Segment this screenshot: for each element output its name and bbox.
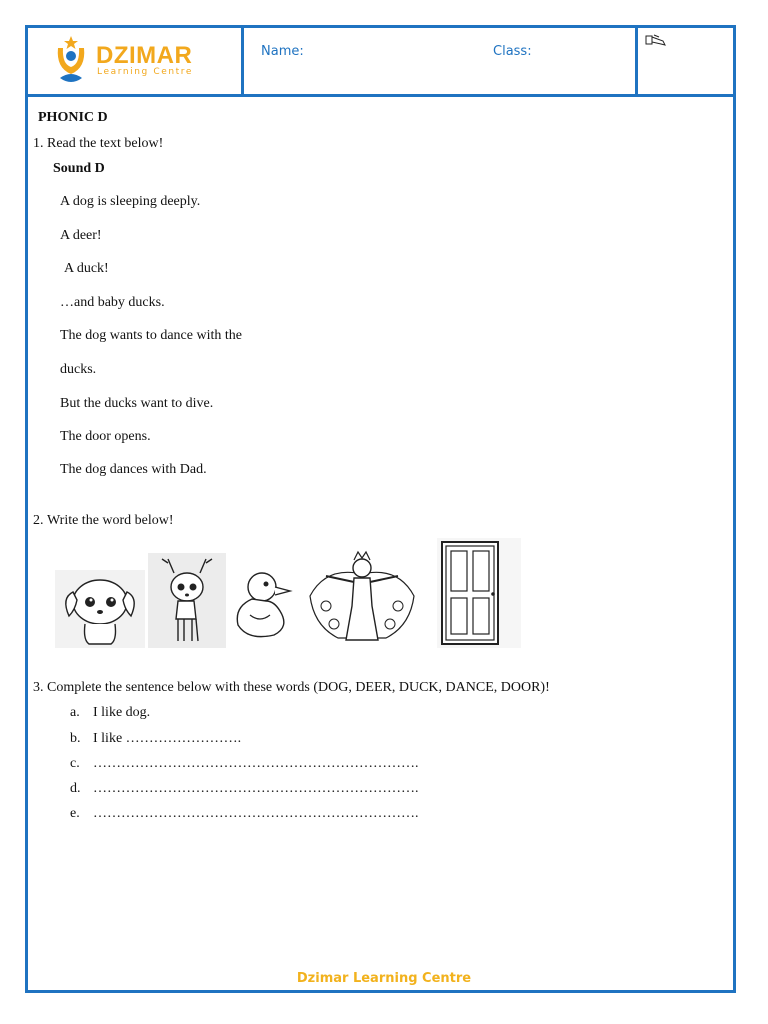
name-label: Name: [261,44,304,59]
duck-picture [228,563,300,645]
story-line: A duck! [64,261,109,276]
list-marker: b. [70,731,81,746]
q1-instruction: Read the text below! [47,136,164,151]
list-marker: d. [70,781,81,796]
list-marker: c. [70,756,80,771]
header-divider [241,25,244,95]
q1-number: 1. [33,136,44,151]
answer-line[interactable]: ……………………………………………………………. [93,781,419,796]
story-line: The door opens. [60,429,151,444]
story-line: But the ducks want to dive. [60,396,214,411]
brand-name: DZIMAR [96,42,193,69]
story-line: A deer! [60,228,102,243]
q3-instruction: Complete the sentence below with these words (DOG, DEER, DUCK, DANCE, DOOR)! [47,680,550,695]
answer-line[interactable]: ……………………………………………………………. [93,806,419,821]
story-line: The dog wants to dance with the [60,328,242,343]
list-marker: e. [70,806,80,821]
story-line: ducks. [60,362,97,377]
deer-picture [148,553,226,648]
q1-subtitle: Sound D [53,161,105,176]
page-frame [25,25,736,993]
page-title: PHONIC D [38,110,108,125]
answer-line: I like dog. [93,705,151,720]
story-line: The dog dances with Dad. [60,462,207,477]
q2-instruction: Write the word below! [47,513,174,528]
q2-number: 2. [33,513,44,528]
story-line: A dog is sleeping deeply. [60,194,201,209]
answer-line[interactable]: ……………………………………………………………. [93,756,419,771]
brand-subtitle: Learning Centre [97,67,194,77]
dancer-picture [306,546,418,650]
q3-number: 3. [33,680,44,695]
door-picture [437,538,521,648]
list-marker: a. [70,705,80,720]
dog-picture [55,570,145,648]
header-divider [635,25,638,95]
pencil-hand-icon [645,33,667,47]
class-label: Class: [493,44,532,59]
answer-line[interactable]: I like ……………………. [93,731,242,746]
story-line: …and baby ducks. [60,295,165,310]
footer-text: Dzimar Learning Centre [296,971,472,986]
